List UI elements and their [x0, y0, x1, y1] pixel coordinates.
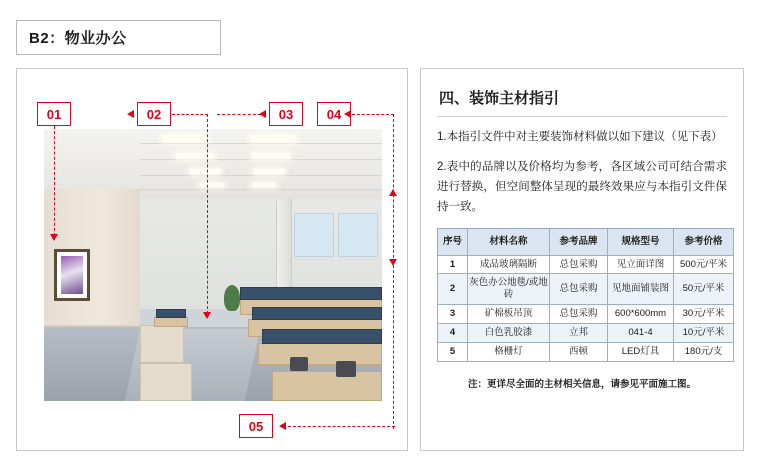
cell-brand: 总包采购 — [550, 255, 608, 274]
table-row — [438, 342, 734, 361]
table-header-row — [438, 228, 734, 255]
section-title-box — [16, 20, 221, 55]
cell-material: 灰色办公地毯/或地砖 — [468, 274, 550, 305]
workstation-desk — [154, 317, 188, 327]
callout-marker-03[interactable]: 03 — [269, 102, 303, 126]
ceiling-light — [254, 169, 284, 174]
ceiling-light — [190, 169, 220, 174]
col-header-material: 材料名称 — [468, 228, 550, 255]
ceiling-grid-line — [140, 143, 382, 144]
leader-line-04b — [393, 114, 394, 429]
ceiling-light — [176, 153, 214, 159]
table-row — [438, 274, 734, 305]
cell-material: 格栅灯 — [468, 342, 550, 361]
workstation-screen — [240, 287, 382, 300]
cell-spec: 041-4 — [608, 324, 674, 343]
leader-line-02b — [207, 114, 208, 314]
partition-panel — [140, 325, 184, 363]
table-row — [438, 255, 734, 274]
ceiling-light — [250, 135, 296, 142]
materials-table — [437, 228, 734, 362]
leader-arrow-04-down — [389, 259, 397, 266]
ceiling-grid-line — [140, 175, 382, 176]
leader-arrow-03 — [259, 110, 266, 118]
office-corridor-photo — [44, 129, 382, 401]
cell-spec: 见立面详图 — [608, 255, 674, 274]
col-header-price: 参考价格 — [674, 228, 734, 255]
ceiling-light — [200, 183, 224, 187]
workstation-desk — [272, 371, 382, 401]
cell-material: 矿棉板吊顶 — [468, 305, 550, 324]
wall-artwork — [54, 249, 90, 301]
ceiling-light — [252, 183, 276, 187]
office-chair — [336, 361, 356, 377]
leader-line-04a — [352, 114, 394, 115]
leader-arrow-02 — [203, 312, 211, 319]
workstation-screen — [156, 309, 186, 318]
table-row — [438, 305, 734, 324]
cell-price: 50元/平米 — [674, 274, 734, 305]
callout-marker-05[interactable]: 05 — [239, 414, 273, 438]
callout-marker-02[interactable]: 02 — [137, 102, 171, 126]
cell-brand: 总包采购 — [550, 274, 608, 305]
cell-index: 4 — [438, 324, 468, 343]
leader-arrow-05 — [279, 422, 286, 430]
artwork-image — [61, 256, 83, 294]
cell-price: 30元/平米 — [674, 305, 734, 324]
page-title: B2：物业办公 — [29, 30, 127, 47]
leader-line-03 — [217, 114, 261, 115]
cell-spec: LED灯具 — [608, 342, 674, 361]
section-heading: 四、装饰主材指引 — [439, 90, 560, 107]
cell-brand: 总包采购 — [550, 305, 608, 324]
workstation-screen — [252, 307, 382, 320]
cell-spec: 见地面铺装图 — [608, 274, 674, 305]
window — [338, 213, 378, 257]
cell-material: 成品玻璃隔断 — [468, 255, 550, 274]
leader-arrow-02-left — [127, 110, 134, 118]
leader-line-05 — [283, 426, 395, 427]
table-row — [438, 324, 734, 343]
workstation-desk — [258, 343, 382, 365]
leader-line-02a — [172, 114, 208, 115]
cell-index: 1 — [438, 255, 468, 274]
potted-plant — [224, 285, 240, 311]
workstation-screen — [262, 329, 382, 344]
cell-material: 白色乳胶漆 — [468, 324, 550, 343]
cell-index: 3 — [438, 305, 468, 324]
cell-index: 2 — [438, 274, 468, 305]
ceiling-grid-line — [140, 189, 382, 190]
leader-arrow-04-left — [344, 110, 351, 118]
callout-marker-01[interactable]: 01 — [37, 102, 71, 126]
photo-panel — [16, 68, 408, 451]
partition-panel — [140, 363, 192, 401]
leader-arrow-01 — [50, 234, 58, 241]
cell-brand: 西顿 — [550, 342, 608, 361]
cell-price: 500元/平米 — [674, 255, 734, 274]
window — [294, 213, 334, 257]
cell-index: 5 — [438, 342, 468, 361]
cell-price: 180元/支 — [674, 342, 734, 361]
ceiling-light — [252, 153, 290, 159]
cell-price: 10元/平米 — [674, 324, 734, 343]
paragraph-2: 2.表中的品牌以及价格均为参考，各区域公司可结合需求进行替换，但空间整体呈现的最终效果应与本指引文件保持一致。 — [437, 161, 727, 214]
material-guide-panel — [420, 68, 744, 451]
col-header-spec: 规格型号 — [608, 228, 674, 255]
ceiling-grid-line — [140, 159, 382, 160]
cell-spec: 600*600mm — [608, 305, 674, 324]
heading-divider — [437, 116, 727, 117]
office-chair — [290, 357, 308, 371]
leader-arrow-04-up — [389, 189, 397, 196]
col-header-brand: 参考品牌 — [550, 228, 608, 255]
col-header-index: 序号 — [438, 228, 468, 255]
ceiling-light — [162, 135, 208, 142]
leader-line-01 — [54, 126, 55, 236]
paragraph-1: 1.本指引文件中对主要装饰材料做以如下建议（见下表） — [437, 131, 723, 143]
cell-brand: 立邦 — [550, 324, 608, 343]
table-footnote: 注：更详尽全面的主材相关信息，请参见平面施工图。 — [467, 378, 696, 390]
callout-marker-04[interactable]: 04 — [317, 102, 351, 126]
